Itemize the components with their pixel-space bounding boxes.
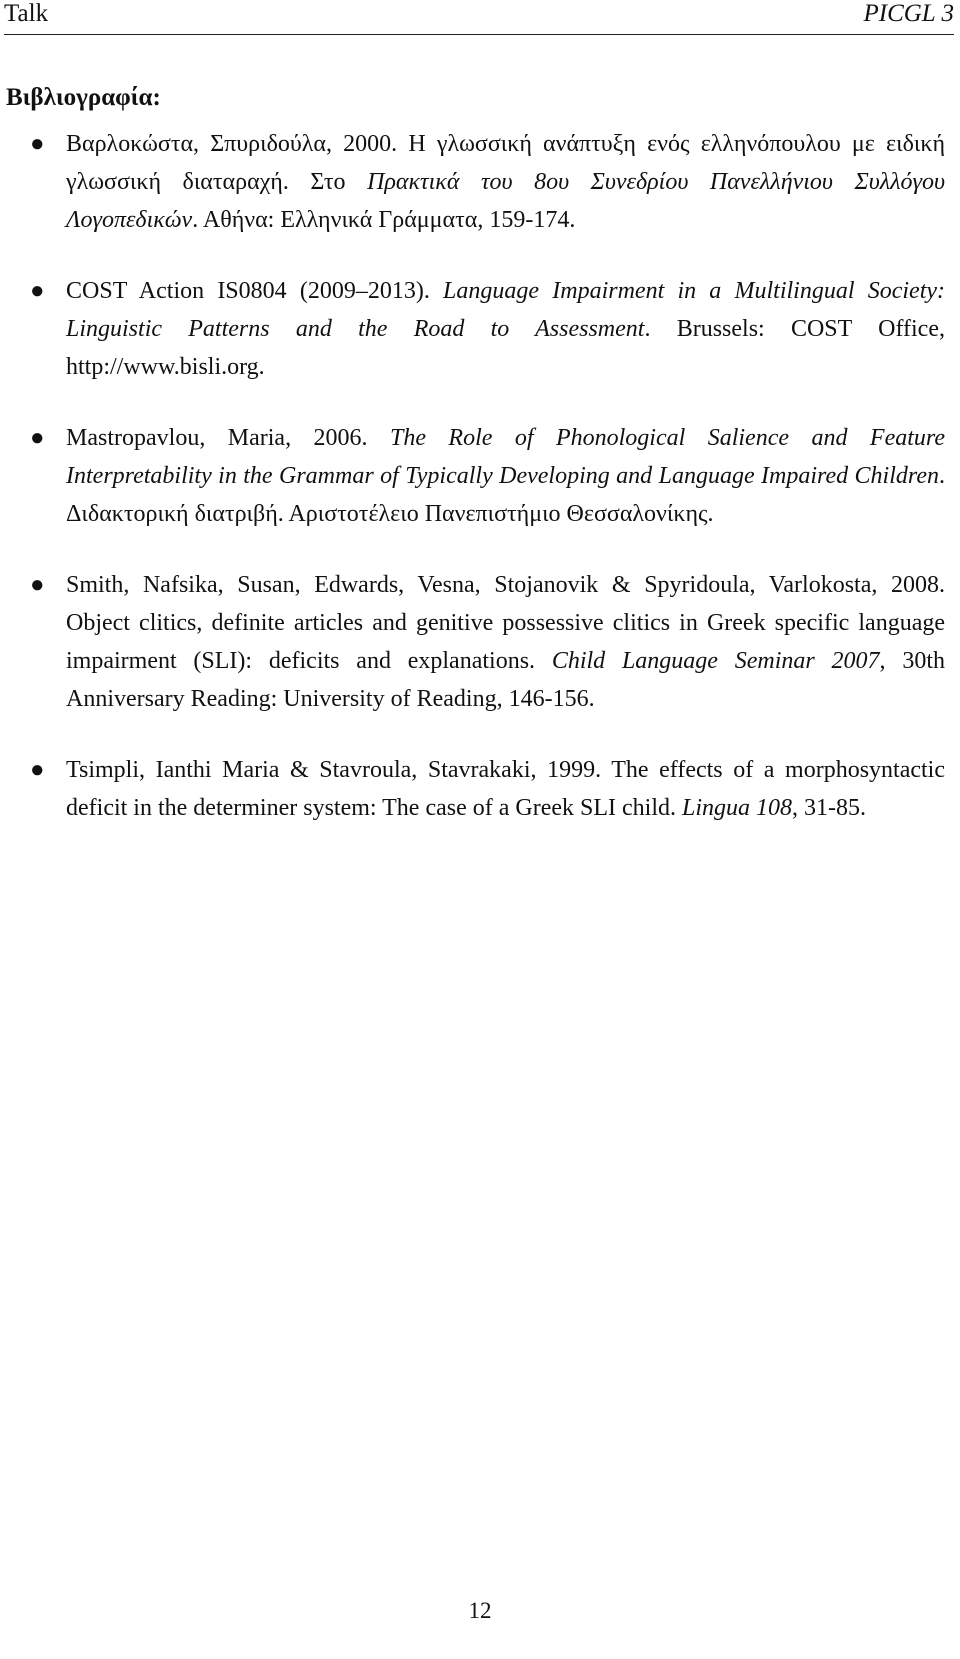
section-title: Βιβλιογραφία: [6, 84, 161, 111]
bullet-icon: ● [30, 131, 45, 157]
header-right-label: PICGL 3 [863, 0, 954, 27]
entry-text: Smith, Nafsika, Susan, Edwards, Vesna, Stojanovik & Spyridoula, Varlokosta, 2008. Object clitics, definite articles and genitive possessive clitics in Greek specific language impairment (SLI): deficits and explanations. [66, 572, 945, 674]
entry-text: , 30th Anniversary Reading: University of Reading, 146-156. [66, 648, 945, 712]
entry-text: COST Action IS0804 (2009–2013). [66, 278, 444, 304]
bullet-icon: ● [30, 757, 45, 783]
entry-title: Language Impairment in a Multilingual Society: Linguistic Patterns and the Road to Assessment [66, 278, 945, 342]
bibliography-entry [0, 566, 945, 718]
bibliography-entry [0, 272, 945, 386]
entry-title: Child Language Seminar 2007 [551, 648, 880, 674]
entry-text: Mastropavlou, Maria, 2006. [66, 425, 390, 451]
header-left-label: Talk [4, 0, 49, 27]
page-number: 12 [468, 1598, 492, 1623]
entry-title: The Role of Phonological Salience and Feature Interpretability in the Grammar of Typically Developing and Language Impaired Children [66, 425, 945, 489]
bullet-icon: ● [30, 425, 45, 451]
bullet-icon: ● [30, 278, 45, 304]
entry-text: . Διδακτορική διατριβή. Αριστοτέλειο Πανεπιστήμιο Θεσσαλονίκης. [66, 463, 945, 527]
entry-text: , 31-85. [792, 795, 867, 821]
entry-title: Πρακτικά του 8ου Συνεδρίου Πανελλήνιου Συλλόγου Λογοπεδικών [66, 169, 945, 233]
bibliography-entry [0, 751, 945, 827]
bibliography-list [0, 125, 945, 860]
entry-text: Βαρλοκώστα, Σπυριδούλα, 2000. Η γλωσσική ανάπτυξη ενός ελληνόπουλου με ειδική γλωσσική διαταραχή. Στο [66, 131, 945, 195]
bibliography-entry [0, 125, 945, 239]
page-header [4, 0, 954, 35]
entry-text: . Brussels: COST Office, http://www.bisli.org. [66, 316, 945, 380]
entry-text: . Αθήνα: Ελληνικά Γράμματα, 159-174. [192, 207, 576, 233]
bullet-icon: ● [30, 572, 45, 598]
entry-title: Lingua 108 [682, 795, 793, 821]
bibliography-entry [0, 419, 945, 533]
entry-text: Tsimpli, Ianthi Maria & Stavroula, Stavrakaki, 1999. The effects of a morphosyntactic deficit in the determiner system: The case of a Greek SLI child. [66, 757, 945, 821]
